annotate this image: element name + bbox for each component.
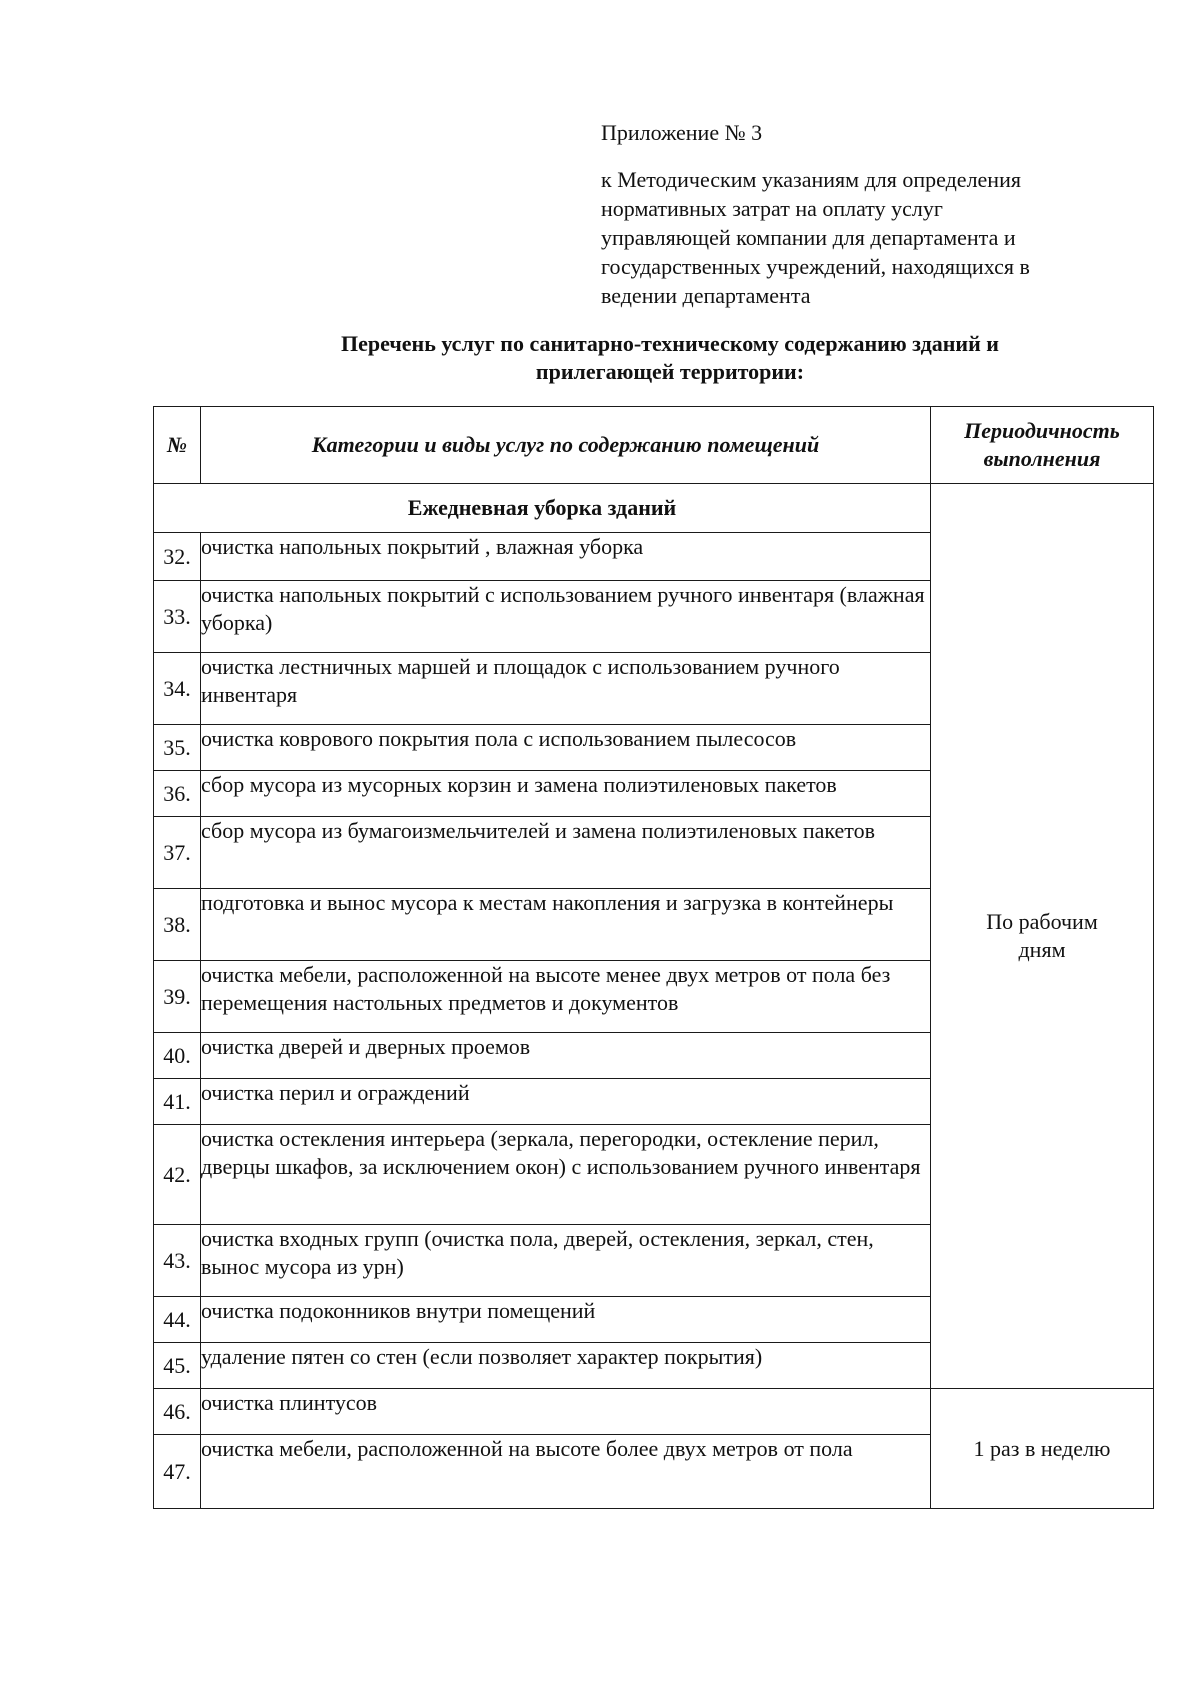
row-number: 36. <box>154 771 201 817</box>
table-header-row <box>154 407 1154 484</box>
row-text: сбор мусора из бумагоизмельчителей и замена полиэтиленовых пакетов <box>201 817 931 889</box>
section-title: Ежедневная уборка зданий <box>154 484 931 533</box>
annex-line: управляющей компании для департамента и <box>601 225 1016 250</box>
row-text: подготовка и вынос мусора к местам накопления и загрузка в контейнеры <box>201 889 931 961</box>
row-text: очистка подоконников внутри помещений <box>201 1297 931 1343</box>
services-table <box>153 406 1154 1509</box>
row-number: 34. <box>154 653 201 725</box>
annex-line: к Методическим указаниям для определения <box>601 167 1021 192</box>
row-number: 32. <box>154 533 201 581</box>
row-number: 40. <box>154 1033 201 1079</box>
table-row <box>154 1389 1154 1435</box>
row-number: 38. <box>154 889 201 961</box>
row-text: очистка напольных покрытий с использованием ручного инвентаря (влажная уборка) <box>201 581 931 653</box>
annex-line: ведении департамента <box>601 283 811 308</box>
list-title <box>250 330 1090 386</box>
row-text: сбор мусора из мусорных корзин и замена полиэтиленовых пакетов <box>201 771 931 817</box>
row-number: 35. <box>154 725 201 771</box>
period-daily-line: дням <box>1018 937 1066 962</box>
row-number: 33. <box>154 581 201 653</box>
row-number: 37. <box>154 817 201 889</box>
annex-block <box>601 118 1121 310</box>
row-number: 39. <box>154 961 201 1033</box>
list-title-line: прилегающей территории: <box>535 359 805 384</box>
row-text: удаление пятен со стен (если позволяет характер покрытия) <box>201 1343 931 1389</box>
row-text: очистка остекления интерьера (зеркала, перегородки, остекление перил, дверцы шкафов, за исключением окон) с использованием ручного инвентаря <box>201 1125 931 1225</box>
row-number: 44. <box>154 1297 201 1343</box>
row-number: 42. <box>154 1125 201 1225</box>
row-text: очистка коврового покрытия пола с использованием пылесосов <box>201 725 931 771</box>
section-row <box>154 484 1154 533</box>
header-period-line: Периодичность <box>964 418 1120 443</box>
annex-title: Приложение № 3 <box>601 120 763 145</box>
period-daily <box>931 484 1154 1389</box>
header-period <box>931 407 1154 484</box>
row-number: 43. <box>154 1225 201 1297</box>
row-text: очистка мебели, расположенной на высоте более двух метров от пола <box>201 1435 931 1509</box>
row-text: очистка дверей и дверных проемов <box>201 1033 931 1079</box>
annex-line: государственных учреждений, находящихся в <box>601 254 1030 279</box>
row-number: 46. <box>154 1389 201 1435</box>
period-daily-line: По рабочим <box>986 909 1098 934</box>
row-text: очистка перил и ограждений <box>201 1079 931 1125</box>
period-weekly: 1 раз в неделю <box>931 1389 1154 1509</box>
row-text: очистка входных групп (очистка пола, дверей, остекления, зеркал, стен, вынос мусора из урн) <box>201 1225 931 1297</box>
row-number: 41. <box>154 1079 201 1125</box>
annex-line: нормативных затрат на оплату услуг <box>601 196 943 221</box>
row-text: очистка плинтусов <box>201 1389 931 1435</box>
header-period-line: выполнения <box>983 446 1101 471</box>
header-number: № <box>154 407 201 484</box>
row-text: очистка мебели, расположенной на высоте менее двух метров от пола без перемещения настольных предметов и документов <box>201 961 931 1033</box>
row-text: очистка напольных покрытий , влажная уборка <box>201 533 931 581</box>
header-category: Категории и виды услуг по содержанию помещений <box>201 407 931 484</box>
row-number: 47. <box>154 1435 201 1509</box>
row-number: 45. <box>154 1343 201 1389</box>
list-title-line: Перечень услуг по санитарно-техническому содержанию зданий и <box>341 331 999 356</box>
row-text: очистка лестничных маршей и площадок с использованием ручного инвентаря <box>201 653 931 725</box>
